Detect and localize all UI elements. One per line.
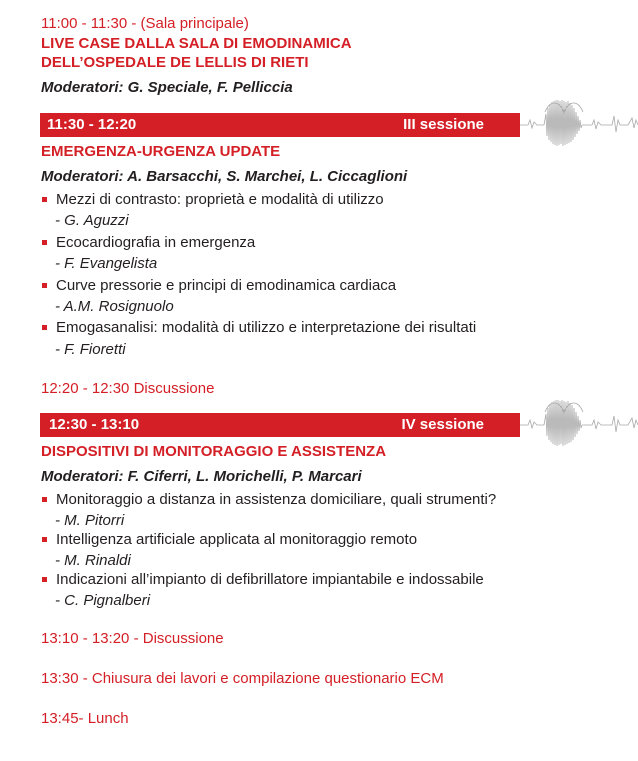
heart-ekg-icon [520, 398, 638, 450]
session3-talk-1-title: Mezzi di contrasto: proprietà e modalità di utilizzo [56, 191, 384, 208]
bullet-icon [42, 240, 47, 245]
session4-talk-3-speaker: - C. Pignalberi [55, 592, 151, 609]
intro-moderators: Moderatori: G. Speciale, F. Pelliccia [41, 79, 293, 96]
lunch-text: 13:45- Lunch [41, 710, 129, 727]
bullet-icon [42, 497, 47, 502]
bullet-icon [42, 577, 47, 582]
session4-title: DISPOSITIVI DI MONITORAGGIO E ASSISTENZA [41, 443, 387, 460]
bullet-icon [42, 197, 47, 202]
session4-talk-3-title: Indicazioni all’impianto di defibrillatore impiantabile e indossabile [56, 571, 484, 588]
session4-moderators: Moderatori: F. Ciferri, L. Morichelli, P. Marcari [41, 468, 362, 485]
session3-header-bar [40, 113, 520, 137]
session3-title: EMERGENZA-URGENZA UPDATE [41, 143, 281, 160]
session4-talk-1-speaker: - M. Pitorri [55, 512, 125, 529]
intro-title-line2: DELL’OSPEDALE DE LELLIS DI RIETI [41, 54, 309, 71]
session3-time: 11:30 - 12:20 [47, 116, 137, 133]
session3-talk-2-speaker: - F. Evangelista [55, 255, 158, 272]
session4-label: IV sessione [401, 416, 484, 433]
session3-talk-3-speaker: - A.M. Rosignuolo [55, 298, 174, 315]
session3-talk-4-speaker: - F. Fioretti [55, 341, 126, 358]
session4-talk-2-speaker: - M. Rinaldi [55, 552, 131, 569]
bullet-icon [42, 537, 47, 542]
bullet-icon [42, 325, 47, 330]
session4-time: 12:30 - 13:10 [49, 416, 140, 433]
bullet-icon [42, 283, 47, 288]
session4-talk-1-title: Monitoraggio a distanza in assistenza domiciliare, quali strumenti? [56, 491, 497, 508]
closing-text: 13:30 - Chiusura dei lavori e compilazione questionario ECM [41, 670, 444, 687]
session4-talk-2-title: Intelligenza artificiale applicata al monitoraggio remoto [56, 531, 418, 548]
heart-ekg-icon [520, 98, 638, 150]
intro-title-line1: LIVE CASE DALLA SALA DI EMODINAMICA [41, 35, 352, 52]
session3-talk-4-title: Emogasanalisi: modalità di utilizzo e interpretazione dei risultati [56, 319, 477, 336]
session3-discussion: 12:20 - 12:30 Discussione [41, 380, 215, 397]
session3-moderators: Moderatori: A. Barsacchi, S. Marchei, L. Ciccaglioni [41, 168, 408, 185]
session4-header-bar [40, 413, 520, 437]
session3-talk-3-title: Curve pressorie e principi di emodinamica cardiaca [56, 277, 397, 294]
session3-talk-1-speaker: - G. Aguzzi [55, 212, 129, 229]
session3-talk-2-title: Ecocardiografia in emergenza [56, 234, 256, 251]
session4-discussion: 13:10 - 13:20 - Discussione [41, 630, 224, 647]
intro-time: 11:00 - 11:30 - (Sala principale) [41, 15, 249, 32]
session3-label: III sessione [403, 116, 484, 133]
